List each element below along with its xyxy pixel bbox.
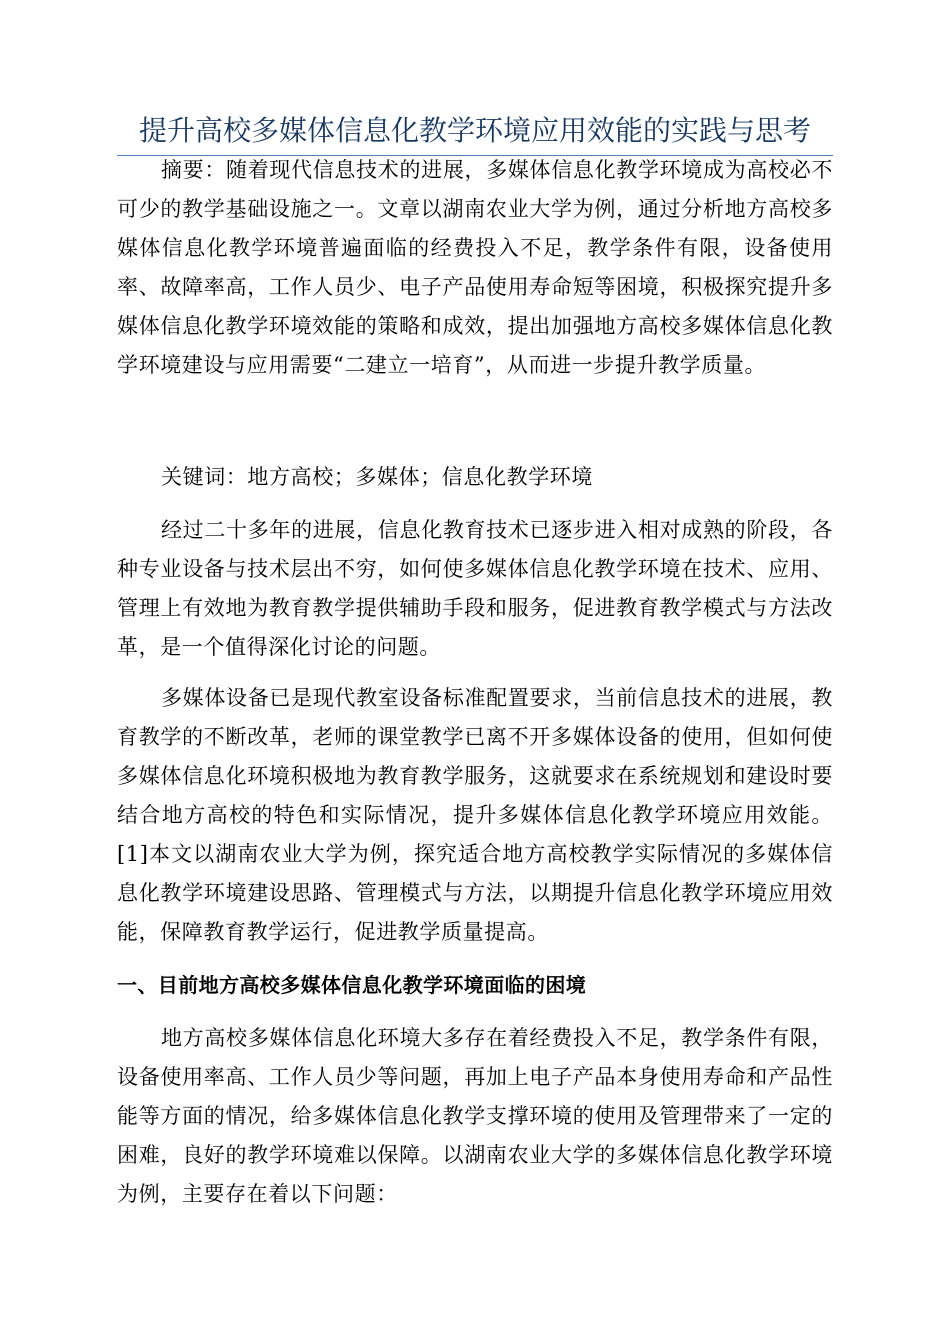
abstract-paragraph: 摘要：随着现代信息技术的进展，多媒体信息化教学环境成为高校必不可少的教学基础设施之一。文章以湖南农业大学为例，通过分析地方高校多媒体信息化教学环境普遍面临的经费投入不足，教学条件有限，设备使用率、故障率高，工作人员少、电子产品使用寿命短等困境，积极探究提升多媒体信息化教学环境效能的策略和成效，提出加强地方高校多媒体信息化教学环境建设与应用需要“二建立一培育”，从而进一步提升教学质量。 [117,158,833,377]
keywords-line: 关键词：地方高校；多媒体；信息化教学环境 [161,465,593,489]
body-paragraph-1: 经过二十多年的进展，信息化教育技术已逐步进入相对成熟的阶段，各种专业设备与技术层出不穷，如何使多媒体信息化教学环境在技术、应用、管理上有效地为教育教学提供辅助手段和服务，促进教育教学模式与方法改革，是一个值得深化讨论的问题。 [117,518,833,659]
document-title: 提升高校多媒体信息化教学环境应用效能的实践与思考 [138,114,811,147]
section-1-paragraph: 地方高校多媒体信息化环境大多存在着经费投入不足，教学条件有限，设备使用率高、工作人员少等问题，再加上电子产品本身使用寿命和产品性能等方面的情况，给多媒体信息化教学支撑环境的使用及管理带来了一定的困难，良好的教学环境难以保障。以湖南农业大学的多媒体信息化教学环境为例，主要存在着以下问题： [117,1026,833,1206]
body-paragraph-2: 多媒体设备已是现代教室设备标准配置要求，当前信息技术的进展，教育教学的不断改革，老师的课堂教学已离不开多媒体设备的使用，但如何使多媒体信息化环境积极地为教育教学服务，这就要求在系统规划和建设时要结合地方高校的特色和实际情况，提升多媒体信息化教学环境应用效能。[1]本文以湖南农业大学为例，探究适合地方高校教学实际情况的多媒体信息化教学环境建设思路、管理模式与方法，以期提升信息化教学环境应用效能，保障教育教学运行，促进教学质量提高。 [117,686,833,944]
section-heading-1: 一、目前地方高校多媒体信息化教学环境面临的困境 [117,973,587,997]
document-body [117,0,833,1344]
